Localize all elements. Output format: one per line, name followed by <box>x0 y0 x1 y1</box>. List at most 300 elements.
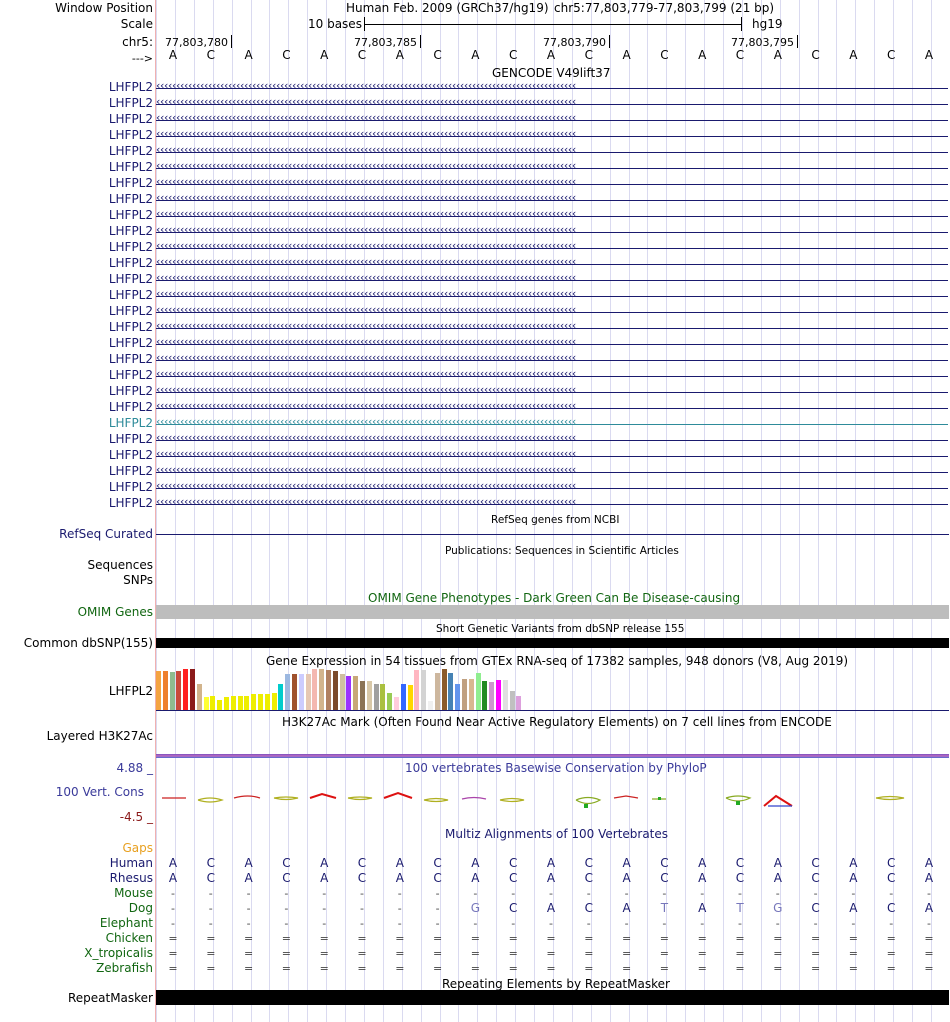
multiz-base: A <box>168 871 178 885</box>
multiz-base: - <box>662 917 667 930</box>
multiz-base: C <box>584 901 593 915</box>
multiz-base: - <box>851 917 856 930</box>
gtex-tissue-bar[interactable] <box>360 681 365 710</box>
multiz-base: = <box>168 947 178 960</box>
gtex-tissue-bar[interactable] <box>374 684 379 710</box>
multiz-base: - <box>662 887 667 900</box>
gtex-tissue-bar[interactable] <box>238 696 243 710</box>
gtex-tissue-bar[interactable] <box>469 679 474 710</box>
gencode-title[interactable]: GENCODE V49lift37 <box>492 66 611 80</box>
gencode-gene-label[interactable]: LHFPL2 <box>108 192 153 206</box>
multiz-base: C <box>508 901 518 915</box>
h3k27ac-label[interactable]: Layered H3K27Ac <box>46 729 153 743</box>
gencode-transcript[interactable]: ‹‹‹‹‹‹‹‹‹‹‹‹‹‹‹‹‹‹‹‹‹‹‹‹‹‹‹‹‹‹‹‹‹‹‹‹‹‹‹‹‹‹‹‹‹‹‹‹‹‹‹‹‹‹‹‹‹‹‹‹‹‹‹‹‹‹‹‹‹‹‹‹‹‹‹‹‹‹‹‹‹‹‹‹‹‹‹‹‹‹‹‹‹‹‹‹‹‹‹‹‹‹‹‹‹ <box>156 434 948 446</box>
multiz-base: A <box>320 871 329 885</box>
multiz-base: = <box>848 962 858 975</box>
gtex-tissue-bar[interactable] <box>367 681 372 710</box>
gtex-tissue-bar[interactable] <box>156 671 161 710</box>
ruler-tick-label: 77,803,790 <box>543 36 606 49</box>
multiz-base: - <box>397 902 402 915</box>
multiz-base: C <box>584 856 593 870</box>
dbsnp-title[interactable]: Short Genetic Variants from dbSNP release 155 <box>436 623 685 635</box>
gencode-gene-label[interactable]: LHFPL2 <box>108 448 153 462</box>
multiz-base: - <box>284 902 289 915</box>
multiz-base: - <box>813 917 818 930</box>
gencode-gene-label[interactable]: LHFPL2 <box>108 384 153 398</box>
multiz-base: - <box>171 917 175 930</box>
multiz-title[interactable]: Multiz Alignments of 100 Vertebrates <box>445 827 669 841</box>
multiz-base: A <box>244 856 253 870</box>
gencode-transcript[interactable]: ‹‹‹‹‹‹‹‹‹‹‹‹‹‹‹‹‹‹‹‹‹‹‹‹‹‹‹‹‹‹‹‹‹‹‹‹‹‹‹‹‹‹‹‹‹‹‹‹‹‹‹‹‹‹‹‹‹‹‹‹‹‹‹‹‹‹‹‹‹‹‹‹‹‹‹‹‹‹‹‹‹‹‹‹‹‹‹‹‹‹‹‹‹‹‹‹‹‹‹‹‹‹‹‹‹ <box>156 466 948 478</box>
ruler-tick <box>609 35 610 48</box>
multiz-base: - <box>927 917 931 930</box>
multiz-base: C <box>433 856 442 870</box>
gtex-bar-chart[interactable] <box>156 668 556 710</box>
multiz-base: C <box>206 856 215 870</box>
multiz-base: - <box>435 917 440 930</box>
gtex-tissue-bar[interactable] <box>224 697 229 710</box>
gencode-gene-label[interactable]: LHFPL2 <box>108 368 153 382</box>
publications-label-snps[interactable]: SNPs <box>123 573 153 587</box>
sequence-base: C <box>433 48 442 62</box>
gencode-transcript[interactable]: ‹‹‹‹‹‹‹‹‹‹‹‹‹‹‹‹‹‹‹‹‹‹‹‹‹‹‹‹‹‹‹‹‹‹‹‹‹‹‹‹‹‹‹‹‹‹‹‹‹‹‹‹‹‹‹‹‹‹‹‹‹‹‹‹‹‹‹‹‹‹‹‹‹‹‹‹‹‹‹‹‹‹‹‹‹‹‹‹‹‹‹‹‹‹‹‹‹‹‹‹‹‹‹‹‹ <box>156 114 948 126</box>
multiz-base: = <box>395 947 405 960</box>
multiz-base: = <box>886 932 896 945</box>
dbsnp-feature-bar[interactable] <box>156 638 949 648</box>
gtex-tissue-bar[interactable] <box>414 670 419 710</box>
scale-db: hg19 <box>752 17 783 31</box>
multiz-base: - <box>360 917 364 930</box>
gtex-tissue-bar[interactable] <box>353 676 358 710</box>
gtex-tissue-bar[interactable] <box>278 684 283 710</box>
multiz-base: = <box>924 932 934 945</box>
gencode-gene-label[interactable]: LHFPL2 <box>108 416 153 430</box>
multiz-base: A <box>698 871 707 885</box>
multiz-base: = <box>621 947 632 960</box>
multiz-base: = <box>281 947 291 960</box>
multiz-base: A <box>622 871 631 885</box>
multiz-gaps-label[interactable]: Gaps <box>122 841 153 855</box>
gtex-tissue-bar[interactable] <box>176 671 181 710</box>
multiz-base: C <box>584 871 593 885</box>
multiz-base: = <box>281 932 291 945</box>
multiz-base: = <box>357 932 367 945</box>
multiz-species-label[interactable]: Dog <box>128 901 153 915</box>
gtex-tissue-bar[interactable] <box>333 671 338 710</box>
multiz-base: = <box>773 932 783 945</box>
multiz-base: - <box>208 887 213 900</box>
sequence-base: A <box>168 48 178 62</box>
multiz-base: C <box>811 856 820 870</box>
dbsnp-label[interactable]: Common dbSNP(155) <box>23 636 153 650</box>
multiz-base: A <box>168 856 178 870</box>
gencode-gene-label[interactable]: LHFPL2 <box>108 400 153 414</box>
multiz-base: - <box>738 917 742 930</box>
multiz-base: = <box>470 932 480 945</box>
multiz-base: - <box>322 902 327 915</box>
gencode-gene-label[interactable]: LHFPL2 <box>108 272 153 286</box>
conservation-max: 4.88 _ <box>116 761 153 775</box>
multiz-base: - <box>435 887 440 900</box>
gencode-gene-label[interactable]: LHFPL2 <box>108 288 153 302</box>
gtex-tissue-bar[interactable] <box>306 674 311 710</box>
gtex-tissue-bar[interactable] <box>197 684 202 710</box>
multiz-base: - <box>586 917 591 930</box>
scale-bar-right-tick <box>741 17 742 31</box>
gtex-tissue-bar[interactable] <box>210 696 215 710</box>
multiz-base: - <box>246 917 251 930</box>
gencode-gene-label[interactable]: LHFPL2 <box>108 96 153 110</box>
gtex-tissue-bar[interactable] <box>170 672 175 710</box>
multiz-base: C <box>357 856 367 870</box>
sequence-base: A <box>622 48 631 62</box>
gtex-tissue-bar[interactable] <box>265 694 270 710</box>
gencode-gene-label[interactable]: LHFPL2 <box>108 224 153 238</box>
sequence-base: A <box>244 48 253 62</box>
gtex-tissue-bar[interactable] <box>244 696 249 710</box>
multiz-base: = <box>621 932 632 945</box>
gtex-tissue-bar[interactable] <box>285 674 290 710</box>
gencode-transcript[interactable]: ‹‹‹‹‹‹‹‹‹‹‹‹‹‹‹‹‹‹‹‹‹‹‹‹‹‹‹‹‹‹‹‹‹‹‹‹‹‹‹‹‹‹‹‹‹‹‹‹‹‹‹‹‹‹‹‹‹‹‹‹‹‹‹‹‹‹‹‹‹‹‹‹‹‹‹‹‹‹‹‹‹‹‹‹‹‹‹‹‹‹‹‹‹‹‹‹‹‹‹‹‹‹‹‹‹ <box>156 338 948 350</box>
h3k27ac-title[interactable]: H3K27Ac Mark (Often Found Near Active Regulatory Elements) on 7 cell lines from ENCODE <box>282 715 832 729</box>
multiz-base: - <box>813 887 818 900</box>
multiz-base: - <box>775 887 780 900</box>
gtex-title[interactable]: Gene Expression in 54 tissues from GTEx RNA-seq of 17382 samples, 948 donors (V8, Aug 2019) <box>266 654 849 668</box>
sequence-base: A <box>395 48 404 62</box>
gtex-tissue-bar[interactable] <box>442 669 447 710</box>
multiz-base: - <box>851 887 856 900</box>
multiz-base: A <box>773 871 782 885</box>
conservation-label[interactable]: 100 Vert. Cons <box>55 785 144 799</box>
gencode-transcript[interactable]: ‹‹‹‹‹‹‹‹‹‹‹‹‹‹‹‹‹‹‹‹‹‹‹‹‹‹‹‹‹‹‹‹‹‹‹‹‹‹‹‹‹‹‹‹‹‹‹‹‹‹‹‹‹‹‹‹‹‹‹‹‹‹‹‹‹‹‹‹‹‹‹‹‹‹‹‹‹‹‹‹‹‹‹‹‹‹‹‹‹‹‹‹‹‹‹‹‹‹‹‹‹‹‹‹‹ <box>156 162 948 174</box>
omim-feature-bar[interactable] <box>156 605 949 619</box>
multiz-base: A <box>622 901 631 915</box>
gtex-label[interactable]: LHFPL2 <box>108 684 153 698</box>
gencode-gene-label[interactable]: LHFPL2 <box>108 432 153 446</box>
multiz-base: = <box>886 962 896 975</box>
multiz-base: G <box>470 901 481 915</box>
gencode-transcript[interactable]: ‹‹‹‹‹‹‹‹‹‹‹‹‹‹‹‹‹‹‹‹‹‹‹‹‹‹‹‹‹‹‹‹‹‹‹‹‹‹‹‹‹‹‹‹‹‹‹‹‹‹‹‹‹‹‹‹‹‹‹‹‹‹‹‹‹‹‹‹‹‹‹‹‹‹‹‹‹‹‹‹‹‹‹‹‹‹‹‹‹‹‹‹‹‹‹‹‹‹‹‹‹‹‹‹‹ <box>156 242 948 254</box>
gencode-transcript[interactable]: ‹‹‹‹‹‹‹‹‹‹‹‹‹‹‹‹‹‹‹‹‹‹‹‹‹‹‹‹‹‹‹‹‹‹‹‹‹‹‹‹‹‹‹‹‹‹‹‹‹‹‹‹‹‹‹‹‹‹‹‹‹‹‹‹‹‹‹‹‹‹‹‹‹‹‹‹‹‹‹‹‹‹‹‹‹‹‹‹‹‹‹‹‹‹‹‹‹‹‹‹‹‹‹‹‹ <box>156 194 948 206</box>
gencode-transcript[interactable]: ‹‹‹‹‹‹‹‹‹‹‹‹‹‹‹‹‹‹‹‹‹‹‹‹‹‹‹‹‹‹‹‹‹‹‹‹‹‹‹‹‹‹‹‹‹‹‹‹‹‹‹‹‹‹‹‹‹‹‹‹‹‹‹‹‹‹‹‹‹‹‹‹‹‹‹‹‹‹‹‹‹‹‹‹‹‹‹‹‹‹‹‹‹‹‹‹‹‹‹‹‹‹‹‹‹ <box>156 306 948 318</box>
sequence-base: A <box>773 48 782 62</box>
multiz-base: C <box>433 871 442 885</box>
ruler-tick-label: 77,803,785 <box>354 36 417 49</box>
sequence-base: C <box>735 48 745 62</box>
multiz-base: - <box>322 887 327 900</box>
gencode-transcript[interactable]: ‹‹‹‹‹‹‹‹‹‹‹‹‹‹‹‹‹‹‹‹‹‹‹‹‹‹‹‹‹‹‹‹‹‹‹‹‹‹‹‹‹‹‹‹‹‹‹‹‹‹‹‹‹‹‹‹‹‹‹‹‹‹‹‹‹‹‹‹‹‹‹‹‹‹‹‹‹‹‹‹‹‹‹‹‹‹‹‹‹‹‹‹‹‹‹‹‹‹‹‹‹‹‹‹‹ <box>156 402 948 414</box>
multiz-base: - <box>246 902 251 915</box>
multiz-base: A <box>849 856 858 870</box>
gtex-tissue-bar[interactable] <box>448 673 453 710</box>
gtex-baseline <box>156 710 949 711</box>
h3k27ac-signal[interactable] <box>156 754 949 758</box>
multiz-base: - <box>397 887 402 900</box>
multiz-base: = <box>848 932 858 945</box>
gtex-tissue-bar[interactable] <box>217 700 222 710</box>
scale-label: Scale <box>120 17 153 31</box>
multiz-base: - <box>171 902 175 915</box>
multiz-species-label[interactable]: Zebrafish <box>96 961 153 975</box>
multiz-base: = <box>243 947 254 960</box>
gencode-gene-label[interactable]: LHFPL2 <box>108 336 153 350</box>
multiz-species-label[interactable]: Rhesus <box>109 871 153 885</box>
ruler-tick-label: 77,803,780 <box>165 36 228 49</box>
sequence-base: A <box>546 48 556 62</box>
gencode-gene-label[interactable]: LHFPL2 <box>108 496 153 510</box>
window-position-label: Window Position <box>55 1 153 15</box>
position-readout[interactable]: chr5:77,803,779-77,803,799 (21 bp) <box>554 1 775 15</box>
multiz-species-label[interactable]: Mouse <box>114 886 153 900</box>
multiz-base: = <box>584 962 594 975</box>
sequence-base: C <box>282 48 291 62</box>
gencode-transcript[interactable]: ‹‹‹‹‹‹‹‹‹‹‹‹‹‹‹‹‹‹‹‹‹‹‹‹‹‹‹‹‹‹‹‹‹‹‹‹‹‹‹‹‹‹‹‹‹‹‹‹‹‹‹‹‹‹‹‹‹‹‹‹‹‹‹‹‹‹‹‹‹‹‹‹‹‹‹‹‹‹‹‹‹‹‹‹‹‹‹‹‹‹‹‹‹‹‹‹‹‹‹‹‹‹‹‹‹ <box>156 386 948 398</box>
gencode-gene-label[interactable]: LHFPL2 <box>108 208 153 222</box>
strand-label: ---> <box>131 52 153 65</box>
multiz-base: = <box>319 962 329 975</box>
multiz-base: = <box>546 962 556 975</box>
multiz-base: A <box>471 856 480 870</box>
sequence-base: A <box>320 48 329 62</box>
gtex-tissue-bar[interactable] <box>292 674 297 710</box>
gtex-tissue-bar[interactable] <box>183 669 188 710</box>
multiz-base: = <box>659 947 669 960</box>
gencode-gene-label[interactable]: LHFPL2 <box>108 240 153 254</box>
gencode-transcript[interactable]: ‹‹‹‹‹‹‹‹‹‹‹‹‹‹‹‹‹‹‹‹‹‹‹‹‹‹‹‹‹‹‹‹‹‹‹‹‹‹‹‹‹‹‹‹‹‹‹‹‹‹‹‹‹‹‹‹‹‹‹‹‹‹‹‹‹‹‹‹‹‹‹‹‹‹‹‹‹‹‹‹‹‹‹‹‹‹‹‹‹‹‹‹‹‹‹‹‹‹‹‹‹‹‹‹‹ <box>156 210 948 222</box>
multiz-base: - <box>586 887 591 900</box>
gtex-tissue-bar[interactable] <box>435 673 440 710</box>
gtex-tissue-bar[interactable] <box>401 684 406 710</box>
gencode-transcript[interactable]: ‹‹‹‹‹‹‹‹‹‹‹‹‹‹‹‹‹‹‹‹‹‹‹‹‹‹‹‹‹‹‹‹‹‹‹‹‹‹‹‹‹‹‹‹‹‹‹‹‹‹‹‹‹‹‹‹‹‹‹‹‹‹‹‹‹‹‹‹‹‹‹‹‹‹‹‹‹‹‹‹‹‹‹‹‹‹‹‹‹‹‹‹‹‹‹‹‹‹‹‹‹‹‹‹‹ <box>156 370 948 382</box>
multiz-base: = <box>924 947 934 960</box>
gencode-gene-label[interactable]: LHFPL2 <box>108 352 153 366</box>
gtex-tissue-bar[interactable] <box>455 684 460 710</box>
gtex-tissue-bar[interactable] <box>496 680 501 710</box>
conservation-title[interactable]: 100 vertebrates Basewise Conservation by PhyloP <box>405 761 707 775</box>
multiz-base: = <box>659 932 669 945</box>
multiz-base: = <box>848 947 858 960</box>
publications-label-sequences[interactable]: Sequences <box>87 558 153 572</box>
gencode-transcript[interactable]: ‹‹‹‹‹‹‹‹‹‹‹‹‹‹‹‹‹‹‹‹‹‹‹‹‹‹‹‹‹‹‹‹‹‹‹‹‹‹‹‹‹‹‹‹‹‹‹‹‹‹‹‹‹‹‹‹‹‹‹‹‹‹‹‹‹‹‹‹‹‹‹‹‹‹‹‹‹‹‹‹‹‹‹‹‹‹‹‹‹‹‹‹‹‹‹‹‹‹‹‹‹‹‹‹‹ <box>156 274 948 286</box>
multiz-base: = <box>546 947 556 960</box>
gtex-tissue-bar[interactable] <box>516 696 521 710</box>
gencode-gene-label[interactable]: LHFPL2 <box>108 160 153 174</box>
multiz-base: = <box>546 932 556 945</box>
multiz-base: A <box>849 901 858 915</box>
multiz-base: = <box>810 932 821 945</box>
multiz-base: C <box>508 856 518 870</box>
multiz-base: C <box>508 871 518 885</box>
multiz-base: C <box>660 871 669 885</box>
multiz-base: - <box>435 902 440 915</box>
scale-bar-left-tick <box>364 17 365 31</box>
multiz-base: = <box>697 932 707 945</box>
sequence-base: A <box>924 48 934 62</box>
gencode-gene-label[interactable]: LHFPL2 <box>108 480 153 494</box>
gencode-transcript[interactable]: ‹‹‹‹‹‹‹‹‹‹‹‹‹‹‹‹‹‹‹‹‹‹‹‹‹‹‹‹‹‹‹‹‹‹‹‹‹‹‹‹‹‹‹‹‹‹‹‹‹‹‹‹‹‹‹‹‹‹‹‹‹‹‹‹‹‹‹‹‹‹‹‹‹‹‹‹‹‹‹‹‹‹‹‹‹‹‹‹‹‹‹‹‹‹‹‹‹‹‹‹‹‹‹‹‹ <box>156 178 948 190</box>
gtex-tissue-bar[interactable] <box>476 673 481 710</box>
repeatmasker-title[interactable]: Repeating Elements by RepeatMasker <box>442 977 670 991</box>
multiz-base: A <box>698 856 707 870</box>
multiz-base: C <box>735 871 745 885</box>
sequence-base: A <box>698 48 707 62</box>
multiz-base: A <box>546 901 556 915</box>
multiz-base: = <box>432 947 443 960</box>
gencode-gene-label[interactable]: LHFPL2 <box>108 464 153 478</box>
gtex-tissue-bar[interactable] <box>380 684 385 710</box>
multiz-base: - <box>473 917 478 930</box>
refseq-title[interactable]: RefSeq genes from NCBI <box>491 514 620 526</box>
multiz-base: = <box>735 947 745 960</box>
multiz-base: = <box>206 947 216 960</box>
repeatmasker-feature-bar[interactable] <box>156 990 949 1005</box>
gencode-transcript[interactable]: ‹‹‹‹‹‹‹‹‹‹‹‹‹‹‹‹‹‹‹‹‹‹‹‹‹‹‹‹‹‹‹‹‹‹‹‹‹‹‹‹‹‹‹‹‹‹‹‹‹‹‹‹‹‹‹‹‹‹‹‹‹‹‹‹‹‹‹‹‹‹‹‹‹‹‹‹‹‹‹‹‹‹‹‹‹‹‹‹‹‹‹‹‹‹‹‹‹‹‹‹‹‹‹‹‹ <box>156 322 948 334</box>
gtex-tissue-bar[interactable] <box>340 674 345 710</box>
multiz-base: C <box>357 871 367 885</box>
multiz-base: A <box>546 856 556 870</box>
multiz-base: = <box>659 962 669 975</box>
gencode-transcript[interactable]: ‹‹‹‹‹‹‹‹‹‹‹‹‹‹‹‹‹‹‹‹‹‹‹‹‹‹‹‹‹‹‹‹‹‹‹‹‹‹‹‹‹‹‹‹‹‹‹‹‹‹‹‹‹‹‹‹‹‹‹‹‹‹‹‹‹‹‹‹‹‹‹‹‹‹‹‹‹‹‹‹‹‹‹‹‹‹‹‹‹‹‹‹‹‹‹‹‹‹‹‹‹‹‹‹‹ <box>156 482 948 494</box>
gtex-tissue-bar[interactable] <box>299 674 304 710</box>
sequence-base: C <box>584 48 593 62</box>
gtex-tissue-bar[interactable] <box>190 669 195 710</box>
multiz-base: - <box>738 887 742 900</box>
multiz-species-label[interactable]: Elephant <box>99 916 153 930</box>
multiz-base: = <box>810 962 821 975</box>
gencode-transcript[interactable]: ‹‹‹‹‹‹‹‹‹‹‹‹‹‹‹‹‹‹‹‹‹‹‹‹‹‹‹‹‹‹‹‹‹‹‹‹‹‹‹‹‹‹‹‹‹‹‹‹‹‹‹‹‹‹‹‹‹‹‹‹‹‹‹‹‹‹‹‹‹‹‹‹‹‹‹‹‹‹‹‹‹‹‹‹‹‹‹‹‹‹‹‹‹‹‹‹‹‹‹‹‹‹‹‹‹ <box>156 498 948 510</box>
multiz-base: = <box>621 962 632 975</box>
scale-value: 10 bases <box>308 17 362 31</box>
multiz-base: C <box>811 871 820 885</box>
multiz-base: = <box>319 932 329 945</box>
gencode-gene-label[interactable]: LHFPL2 <box>108 144 153 158</box>
gencode-gene-label[interactable]: LHFPL2 <box>108 128 153 142</box>
gencode-transcript[interactable]: ‹‹‹‹‹‹‹‹‹‹‹‹‹‹‹‹‹‹‹‹‹‹‹‹‹‹‹‹‹‹‹‹‹‹‹‹‹‹‹‹‹‹‹‹‹‹‹‹‹‹‹‹‹‹‹‹‹‹‹‹‹‹‹‹‹‹‹‹‹‹‹‹‹‹‹‹‹‹‹‹‹‹‹‹‹‹‹‹‹‹‹‹‹‹‹‹‹‹‹‹‹‹‹‹‹ <box>156 290 948 302</box>
multiz-base: - <box>511 917 516 930</box>
gtex-tissue-bar[interactable] <box>312 669 317 710</box>
gencode-transcript[interactable]: ‹‹‹‹‹‹‹‹‹‹‹‹‹‹‹‹‹‹‹‹‹‹‹‹‹‹‹‹‹‹‹‹‹‹‹‹‹‹‹‹‹‹‹‹‹‹‹‹‹‹‹‹‹‹‹‹‹‹‹‹‹‹‹‹‹‹‹‹‹‹‹‹‹‹‹‹‹‹‹‹‹‹‹‹‹‹‹‹‹‹‹‹‹‹‹‹‹‹‹‹‹‹‹‹‹ <box>156 418 948 430</box>
gencode-transcript[interactable]: ‹‹‹‹‹‹‹‹‹‹‹‹‹‹‹‹‹‹‹‹‹‹‹‹‹‹‹‹‹‹‹‹‹‹‹‹‹‹‹‹‹‹‹‹‹‹‹‹‹‹‹‹‹‹‹‹‹‹‹‹‹‹‹‹‹‹‹‹‹‹‹‹‹‹‹‹‹‹‹‹‹‹‹‹‹‹‹‹‹‹‹‹‹‹‹‹‹‹‹‹‹‹‹‹‹ <box>156 354 948 366</box>
gtex-tissue-bar[interactable] <box>387 693 392 710</box>
gtex-tissue-bar[interactable] <box>462 679 467 710</box>
gtex-tissue-bar[interactable] <box>510 691 515 710</box>
gencode-transcript[interactable]: ‹‹‹‹‹‹‹‹‹‹‹‹‹‹‹‹‹‹‹‹‹‹‹‹‹‹‹‹‹‹‹‹‹‹‹‹‹‹‹‹‹‹‹‹‹‹‹‹‹‹‹‹‹‹‹‹‹‹‹‹‹‹‹‹‹‹‹‹‹‹‹‹‹‹‹‹‹‹‹‹‹‹‹‹‹‹‹‹‹‹‹‹‹‹‹‹‹‹‹‹‹‹‹‹‹ <box>156 226 948 238</box>
gencode-gene-label[interactable]: LHFPL2 <box>108 176 153 190</box>
multiz-base: - <box>246 887 251 900</box>
multiz-base: T <box>736 901 744 915</box>
multiz-base: - <box>549 887 553 900</box>
publications-title[interactable]: Publications: Sequences in Scientific Articles <box>445 545 679 557</box>
multiz-species-label[interactable]: Chicken <box>105 931 153 945</box>
conservation-wiggle[interactable] <box>156 790 949 810</box>
multiz-base: - <box>624 917 629 930</box>
gtex-tissue-bar[interactable] <box>394 697 399 710</box>
gtex-tissue-bar[interactable] <box>163 671 168 710</box>
multiz-base: C <box>735 856 745 870</box>
gencode-transcript[interactable]: ‹‹‹‹‹‹‹‹‹‹‹‹‹‹‹‹‹‹‹‹‹‹‹‹‹‹‹‹‹‹‹‹‹‹‹‹‹‹‹‹‹‹‹‹‹‹‹‹‹‹‹‹‹‹‹‹‹‹‹‹‹‹‹‹‹‹‹‹‹‹‹‹‹‹‹‹‹‹‹‹‹‹‹‹‹‹‹‹‹‹‹‹‹‹‹‹‹‹‹‹‹‹‹‹‹ <box>156 98 948 110</box>
refseq-label[interactable]: RefSeq Curated <box>59 527 153 541</box>
omim-label[interactable]: OMIM Genes <box>77 605 153 619</box>
gtex-tissue-bar[interactable] <box>503 680 508 710</box>
multiz-base: = <box>508 962 518 975</box>
scale-bar <box>364 24 742 25</box>
gtex-tissue-bar[interactable] <box>258 694 263 710</box>
multiz-base: = <box>697 962 707 975</box>
assembly-name: Human Feb. 2009 (GRCh37/hg19) <box>346 1 549 15</box>
multiz-base: A <box>698 901 707 915</box>
refseq-gene-line[interactable] <box>156 534 949 535</box>
multiz-base: = <box>168 932 178 945</box>
multiz-base: C <box>206 871 215 885</box>
gencode-gene-label[interactable]: LHFPL2 <box>108 320 153 334</box>
multiz-base: - <box>624 887 629 900</box>
multiz-base: = <box>357 947 367 960</box>
gtex-tissue-bar[interactable] <box>428 701 433 710</box>
multiz-base: C <box>282 856 291 870</box>
sequence-base: C <box>206 48 215 62</box>
multiz-species-label[interactable]: Human <box>109 856 153 870</box>
multiz-base: = <box>319 947 329 960</box>
gencode-gene-label[interactable]: LHFPL2 <box>108 112 153 126</box>
gencode-gene-label[interactable]: LHFPL2 <box>108 304 153 318</box>
sequence-base: C <box>508 48 518 62</box>
gtex-tissue-bar[interactable] <box>489 682 494 710</box>
gtex-tissue-bar[interactable] <box>319 669 324 710</box>
multiz-base: = <box>432 962 443 975</box>
multiz-base: = <box>924 962 934 975</box>
multiz-base: = <box>735 932 745 945</box>
gencode-gene-label[interactable]: LHFPL2 <box>108 256 153 270</box>
gtex-tissue-bar[interactable] <box>482 681 487 710</box>
gencode-transcript[interactable]: ‹‹‹‹‹‹‹‹‹‹‹‹‹‹‹‹‹‹‹‹‹‹‹‹‹‹‹‹‹‹‹‹‹‹‹‹‹‹‹‹‹‹‹‹‹‹‹‹‹‹‹‹‹‹‹‹‹‹‹‹‹‹‹‹‹‹‹‹‹‹‹‹‹‹‹‹‹‹‹‹‹‹‹‹‹‹‹‹‹‹‹‹‹‹‹‹‹‹‹‹‹‹‹‹‹ <box>156 130 948 142</box>
ruler-tick <box>231 35 232 48</box>
repeatmasker-label[interactable]: RepeatMasker <box>67 991 153 1005</box>
multiz-base: - <box>927 887 931 900</box>
gtex-tissue-bar[interactable] <box>204 697 209 710</box>
multiz-base: A <box>395 871 404 885</box>
gtex-tissue-bar[interactable] <box>421 670 426 710</box>
gencode-transcript[interactable]: ‹‹‹‹‹‹‹‹‹‹‹‹‹‹‹‹‹‹‹‹‹‹‹‹‹‹‹‹‹‹‹‹‹‹‹‹‹‹‹‹‹‹‹‹‹‹‹‹‹‹‹‹‹‹‹‹‹‹‹‹‹‹‹‹‹‹‹‹‹‹‹‹‹‹‹‹‹‹‹‹‹‹‹‹‹‹‹‹‹‹‹‹‹‹‹‹‹‹‹‹‹‹‹‹‹ <box>156 450 948 462</box>
multiz-base: = <box>281 962 291 975</box>
gtex-tissue-bar[interactable] <box>231 696 236 710</box>
multiz-base: = <box>357 962 367 975</box>
ruler-tick <box>420 35 421 48</box>
multiz-base: G <box>773 901 783 915</box>
multiz-base: = <box>395 932 405 945</box>
multiz-base: = <box>508 947 518 960</box>
multiz-base: - <box>208 917 213 930</box>
multiz-base: C <box>282 871 291 885</box>
multiz-base: T <box>660 901 669 915</box>
omim-title[interactable]: OMIM Gene Phenotypes - Dark Green Can Be Disease-causing <box>368 591 741 605</box>
gtex-tissue-bar[interactable] <box>326 670 331 710</box>
multiz-base: = <box>773 962 783 975</box>
gtex-tissue-bar[interactable] <box>251 694 256 710</box>
gtex-tissue-bar[interactable] <box>272 693 277 710</box>
gencode-transcript[interactable]: ‹‹‹‹‹‹‹‹‹‹‹‹‹‹‹‹‹‹‹‹‹‹‹‹‹‹‹‹‹‹‹‹‹‹‹‹‹‹‹‹‹‹‹‹‹‹‹‹‹‹‹‹‹‹‹‹‹‹‹‹‹‹‹‹‹‹‹‹‹‹‹‹‹‹‹‹‹‹‹‹‹‹‹‹‹‹‹‹‹‹‹‹‹‹‹‹‹‹‹‹‹‹‹‹‹ <box>156 146 948 158</box>
multiz-base: = <box>168 962 178 975</box>
multiz-base: A <box>849 871 858 885</box>
gtex-tissue-bar[interactable] <box>346 676 351 710</box>
multiz-base: A <box>622 856 631 870</box>
multiz-base: - <box>775 917 780 930</box>
gencode-gene-label[interactable]: LHFPL2 <box>108 80 153 94</box>
multiz-base: = <box>584 932 594 945</box>
gencode-transcript[interactable]: ‹‹‹‹‹‹‹‹‹‹‹‹‹‹‹‹‹‹‹‹‹‹‹‹‹‹‹‹‹‹‹‹‹‹‹‹‹‹‹‹‹‹‹‹‹‹‹‹‹‹‹‹‹‹‹‹‹‹‹‹‹‹‹‹‹‹‹‹‹‹‹‹‹‹‹‹‹‹‹‹‹‹‹‹‹‹‹‹‹‹‹‹‹‹‹‹‹‹‹‹‹‹‹‹‹ <box>156 82 948 94</box>
gtex-tissue-bar[interactable] <box>408 685 413 710</box>
multiz-species-label[interactable]: X_tropicalis <box>84 946 153 960</box>
gencode-transcript[interactable]: ‹‹‹‹‹‹‹‹‹‹‹‹‹‹‹‹‹‹‹‹‹‹‹‹‹‹‹‹‹‹‹‹‹‹‹‹‹‹‹‹‹‹‹‹‹‹‹‹‹‹‹‹‹‹‹‹‹‹‹‹‹‹‹‹‹‹‹‹‹‹‹‹‹‹‹‹‹‹‹‹‹‹‹‹‹‹‹‹‹‹‹‹‹‹‹‹‹‹‹‹‹‹‹‹‹ <box>156 258 948 270</box>
